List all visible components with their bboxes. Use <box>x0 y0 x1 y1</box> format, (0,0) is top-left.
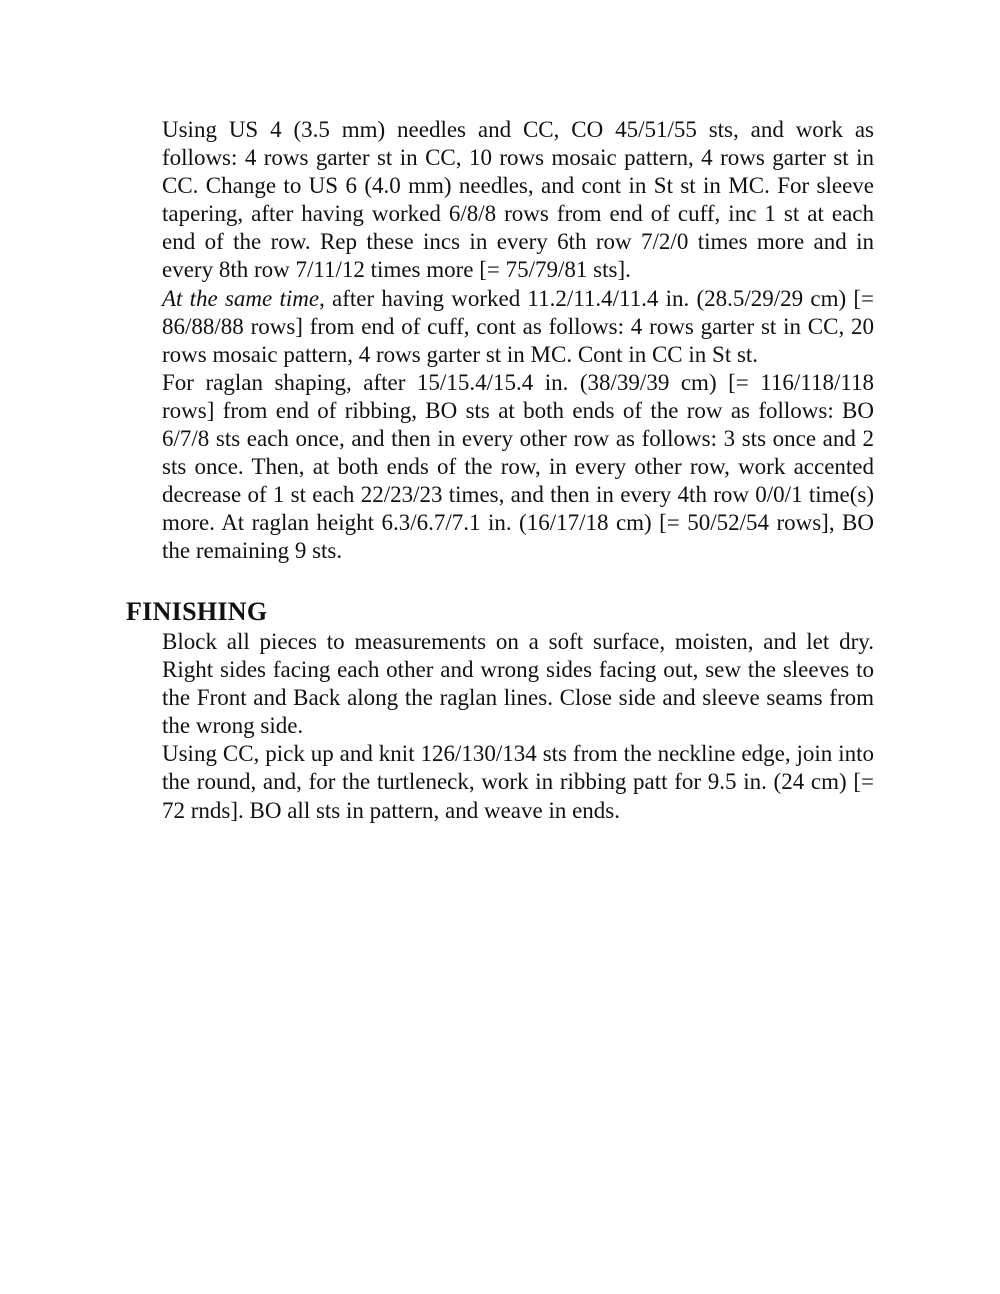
at-the-same-time-emphasis: At the same time <box>162 285 320 311</box>
sleeve-same-time-text: , after having worked 11.2/11.4/11.4 in. (28.5/29/29 cm) [= 86/88/88 rows] from end of cuff, cont as follows: 4 rows garter st in CC, 20 rows mosaic pattern, 4 rows garter st in MC. Cont in CC in St st. <box>162 285 875 367</box>
raglan-shaping-paragraph: For raglan shaping, after 15/15.4/15.4 in. (38/39/39 cm) [= 116/118/118 rows] from end of ribbing, BO sts at both ends of the row as follows: BO 6/7/8 sts each once, and then in every other row as follows: 3 sts once and 2 sts once. Then, at both ends of the row, in every other row, work accented decrease of 1 st each 22/23/23 times, and then in every 4th row 0/0/1 time(s) more. At raglan height 6.3/6.7/7.1 in. (16/17/18 cm) [= 50/52/54 rows], BO the remaining 9 sts. <box>162 369 874 564</box>
sleeve-instructions <box>162 116 874 566</box>
finishing-instructions <box>162 628 874 825</box>
sleeve-cuff-paragraph: Using US 4 (3.5 mm) needles and CC, CO 45/51/55 sts, and work as follows: 4 rows garter st in CC, 10 rows mosaic pattern, 4 rows garter st in CC. Change to US 6 (4.0 mm) needles, and cont in St st in MC. For sleeve tapering, after having worked 6/8/8 rows from end of cuff, inc 1 st at each end of the row. Rep these incs in every 6th row 7/2/0 times more and in every 8th row 7/11/12 times more [= 75/79/81 sts]. <box>162 117 874 283</box>
finishing-heading: FINISHING <box>126 597 268 626</box>
sleeve-same-time-paragraph <box>162 285 874 369</box>
turtleneck-paragraph: Using CC, pick up and knit 126/130/134 sts from the neckline edge, join into the round, and, for the turtleneck, work in ribbing patt for 9.5 in. (24 cm) [= 72 rnds]. BO all sts in pattern, and weave in ends. <box>162 741 874 823</box>
blocking-paragraph: Block all pieces to measurements on a soft surface, moisten, and let dry. Right sides facing each other and wrong sides facing out, sew the sleeves to the Front and Back along the raglan lines. Close side and sleeve seams from the wrong side. <box>162 629 874 739</box>
